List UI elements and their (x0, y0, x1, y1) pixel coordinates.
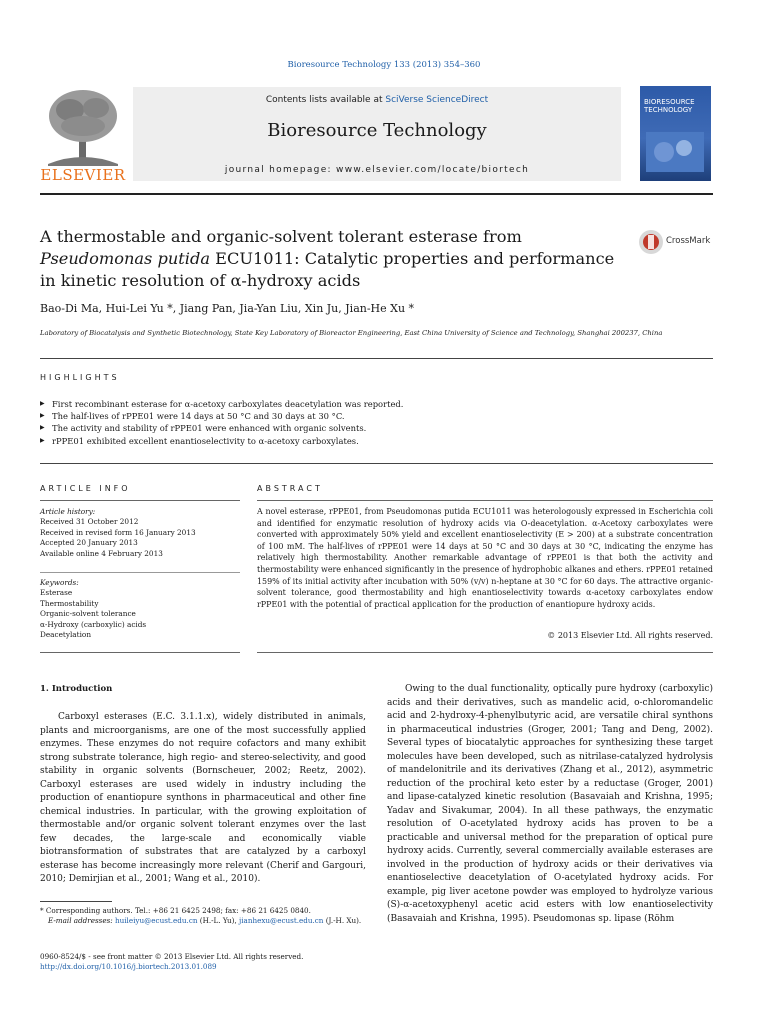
crossmark-label: CrossMark (666, 236, 711, 246)
email-link-yu[interactable]: huileiyu@ecust.edu.cn (115, 916, 198, 926)
issn-line: 0960-8524/$ - see front matter © 2013 Elsevier Ltd. All rights reserved. (40, 952, 304, 961)
journal-citation[interactable]: Bioresource Technology 133 (2013) 354–360 (287, 60, 481, 70)
history-item: Received 31 October 2012 (40, 517, 139, 527)
highlight-item: ▶ The half-lives of rPPE01 were 14 days at 50 °C and 30 days at 30 °C. (40, 410, 700, 422)
homepage-label: journal homepage: (224, 165, 337, 175)
article-title (40, 226, 632, 292)
history-label: Article history: (40, 507, 96, 516)
footnote-rule (40, 901, 112, 902)
author-list: Bao-Di Ma, Hui-Lei Yu *, Jiang Pan, Jia-Yan Liu, Xin Ju, Jian-He Xu * (40, 302, 415, 315)
keyword: Thermostability (40, 598, 99, 608)
contents-prefix: Contents lists available at (265, 95, 386, 105)
email-label: E-mail addresses: (48, 916, 115, 926)
header-rule (40, 193, 713, 195)
title-part-1: A thermostable and organic-solvent tolerant esterase from (40, 227, 522, 246)
crossmark-badge[interactable] (638, 229, 714, 255)
journal-title: Bioresource Technology (267, 120, 487, 141)
divider (40, 572, 240, 573)
history-item: Available online 4 February 2013 (40, 548, 163, 558)
divider (40, 652, 240, 653)
affiliation: Laboratory of Biocatalysis and Synthetic Biotechnology, State Key Laboratory of Bioreactor Engineering, East China University of Science and Technology, Shanghai 200237, China (40, 329, 663, 337)
contents-line (133, 95, 621, 105)
homepage-url-link[interactable]: www.elsevier.com/locate/biortech (336, 165, 530, 175)
title-part-2: ECU1011: Catalytic properties and performance in kinetic resolution of α-hydroxy acids (40, 249, 615, 290)
cover-title: BIORESOURCE TECHNOLOGY (644, 98, 695, 114)
divider (257, 652, 713, 653)
highlight-item: ▶ First recombinant esterase for α-acetoxy carboxylates deacetylation was reported. (40, 398, 700, 410)
email-addresses (40, 916, 366, 926)
divider (40, 500, 240, 501)
highlight-item: ▶ The activity and stability of rPPE01 were enhanced with organic solvents. (40, 422, 700, 434)
article-info-heading: ARTICLE INFO (40, 484, 131, 493)
corresponding-authors: * Corresponding authors. Tel.: +86 21 6425 2498; fax: +86 21 6425 0840. (40, 906, 311, 915)
abstract-copyright: © 2013 Elsevier Ltd. All rights reserved. (547, 631, 713, 640)
journal-header (133, 87, 621, 181)
doi-link[interactable]: http://dx.doi.org/10.1016/j.biortech.2013.01.089 (40, 962, 217, 972)
keyword: Esterase (40, 588, 73, 598)
keyword: α-Hydroxy (carboxylic) acids (40, 619, 147, 629)
keyword: Organic-solvent tolerance (40, 609, 136, 619)
highlight-item: ▶ rPPE01 exhibited excellent enantioselectivity to α-acetoxy carboxylates. (40, 435, 700, 447)
keyword: Deacetylation (40, 630, 92, 640)
email-owner: (H.-L. Yu), (197, 916, 240, 926)
keywords-label: Keywords: (40, 578, 79, 587)
journal-cover-thumbnail[interactable] (640, 86, 711, 181)
body-column-left (40, 711, 366, 887)
divider (40, 463, 713, 464)
abstract-heading: ABSTRACT (257, 484, 323, 493)
cover-artwork-icon (646, 132, 704, 172)
journal-homepage (133, 165, 621, 175)
keywords (40, 578, 240, 640)
email-link-xu[interactable]: jianhexu@ecust.edu.cn (239, 916, 324, 926)
elsevier-logo (40, 86, 126, 182)
paragraph: Carboxyl esterases (E.C. 3.1.1.x), widely distributed in animals, plants and microorganisms, are one of the most successfully applied enzymes. These enzymes do not require cofactors and many exhibit strong substrate tolerance, high regio- and stereo-selectivity, and good stability in organic solvents (Bornscheuer, 2002; Reetz, 2002). Carboxyl esterases are used widely in industry including the production of enantiopure synthons in pharmaceutical and other fine chemical industries. In particular, with the growing exploitation of thermostable and/or organic solvent tolerant enzymes over the last few decades, the large-scale and economically viable biotransformation of substrates that are catalyzed by a carboxyl esterase has become increasingly more relevant (Cherif and Gargouri, 2010; Demirjian et al., 2001; Wang et al., 2010). (40, 712, 366, 884)
article-history (40, 507, 240, 559)
highlights-list (40, 398, 700, 447)
footnote (40, 906, 366, 927)
crossmark-icon (638, 229, 664, 255)
title-species: Pseudomonas putida (40, 249, 210, 268)
abstract-text: A novel esterase, rPPE01, from Pseudomonas putida ECU1011 was heterologously expressed in Escherichia coli and identified for enzymatic resolution of hydroxy acids via O-deacetylation. α-Acetoxy carboxylates were converted with approximately 50% yield and excellent enantioselectivity (E > 200) at a substrate concentration of 100 mM. The half-lives of rPPE01 were 14 days at 50 °C and 30 days at 30 °C, indicating the enzyme has relatively high thermostability. Another remarkable advantage of rPPE01 is that both the activity and thermostability were enhanced significantly in the presence of hydrophobic alkanes and ethers. rPPE01 retained 159% of its initial activity after incubation with 50% (v/v) n-heptane at 30 °C for 60 days. The attractive organic-solvent tolerance, good thermostability and high enantioselectivity towards α-acetoxy carboxylates endow rPPE01 with the potential of practical application for the production of enantiopure hydroxy acids. (257, 507, 713, 609)
body-column-right (387, 683, 713, 926)
section-heading-introduction: 1. Introduction (40, 684, 113, 694)
divider (257, 500, 713, 501)
history-item: Received in revised form 16 January 2013 (40, 527, 196, 537)
sciencedirect-link[interactable]: SciVerse ScienceDirect (385, 95, 489, 105)
paragraph: Owing to the dual functionality, optically pure hydroxy (carboxylic) acids and their derivatives, such as mandelic acid, o-chloromandelic acid and 2-hydroxy-4-phenylbutyric acid, are versatile chiral synthons in pharmaceutical industries (Groger, 2001; Tang and Deng, 2002). Several types of biocatalytic approaches for synthesizing these target molecules have been developed, such as nitrilase-catalyzed hydrolysis of mandelonitrile and its derivatives (Zhang et al., 2012), asymmetric reduction of the prochiral keto ester by a reductase (Groger, 2001) and lipase-catalyzed kinetic resolution (Basavaiah and Krishna, 1995; Yadav and Sivakumar, 2004). In all these pathways, the enzymatic resolution of O-acetylated hydroxy acids has proven to be a practicable and universal method for the preparation of optical pure hydroxy acids. Currently, several commercially available esterases are involved in the production of hydroxy acids or their derivatives via enantioselective deacetylation of O-acetylated hydroxy acids. For example, pig liver acetone powder was employed to hydrolyze various (S)-α-acetoxyphenyl acetic acid esters with low enantioselectivity (Basavaiah and Krishna, 1995). Pseudomonas sp. lipase (Röhm (387, 684, 713, 924)
page-footer (40, 952, 440, 973)
email-owner: (J.-H. Xu). (323, 916, 362, 926)
divider (40, 358, 713, 359)
history-item: Accepted 20 January 2013 (40, 538, 138, 548)
elsevier-wordmark: ELSEVIER (40, 166, 126, 184)
highlights-heading: HIGHLIGHTS (40, 373, 120, 382)
